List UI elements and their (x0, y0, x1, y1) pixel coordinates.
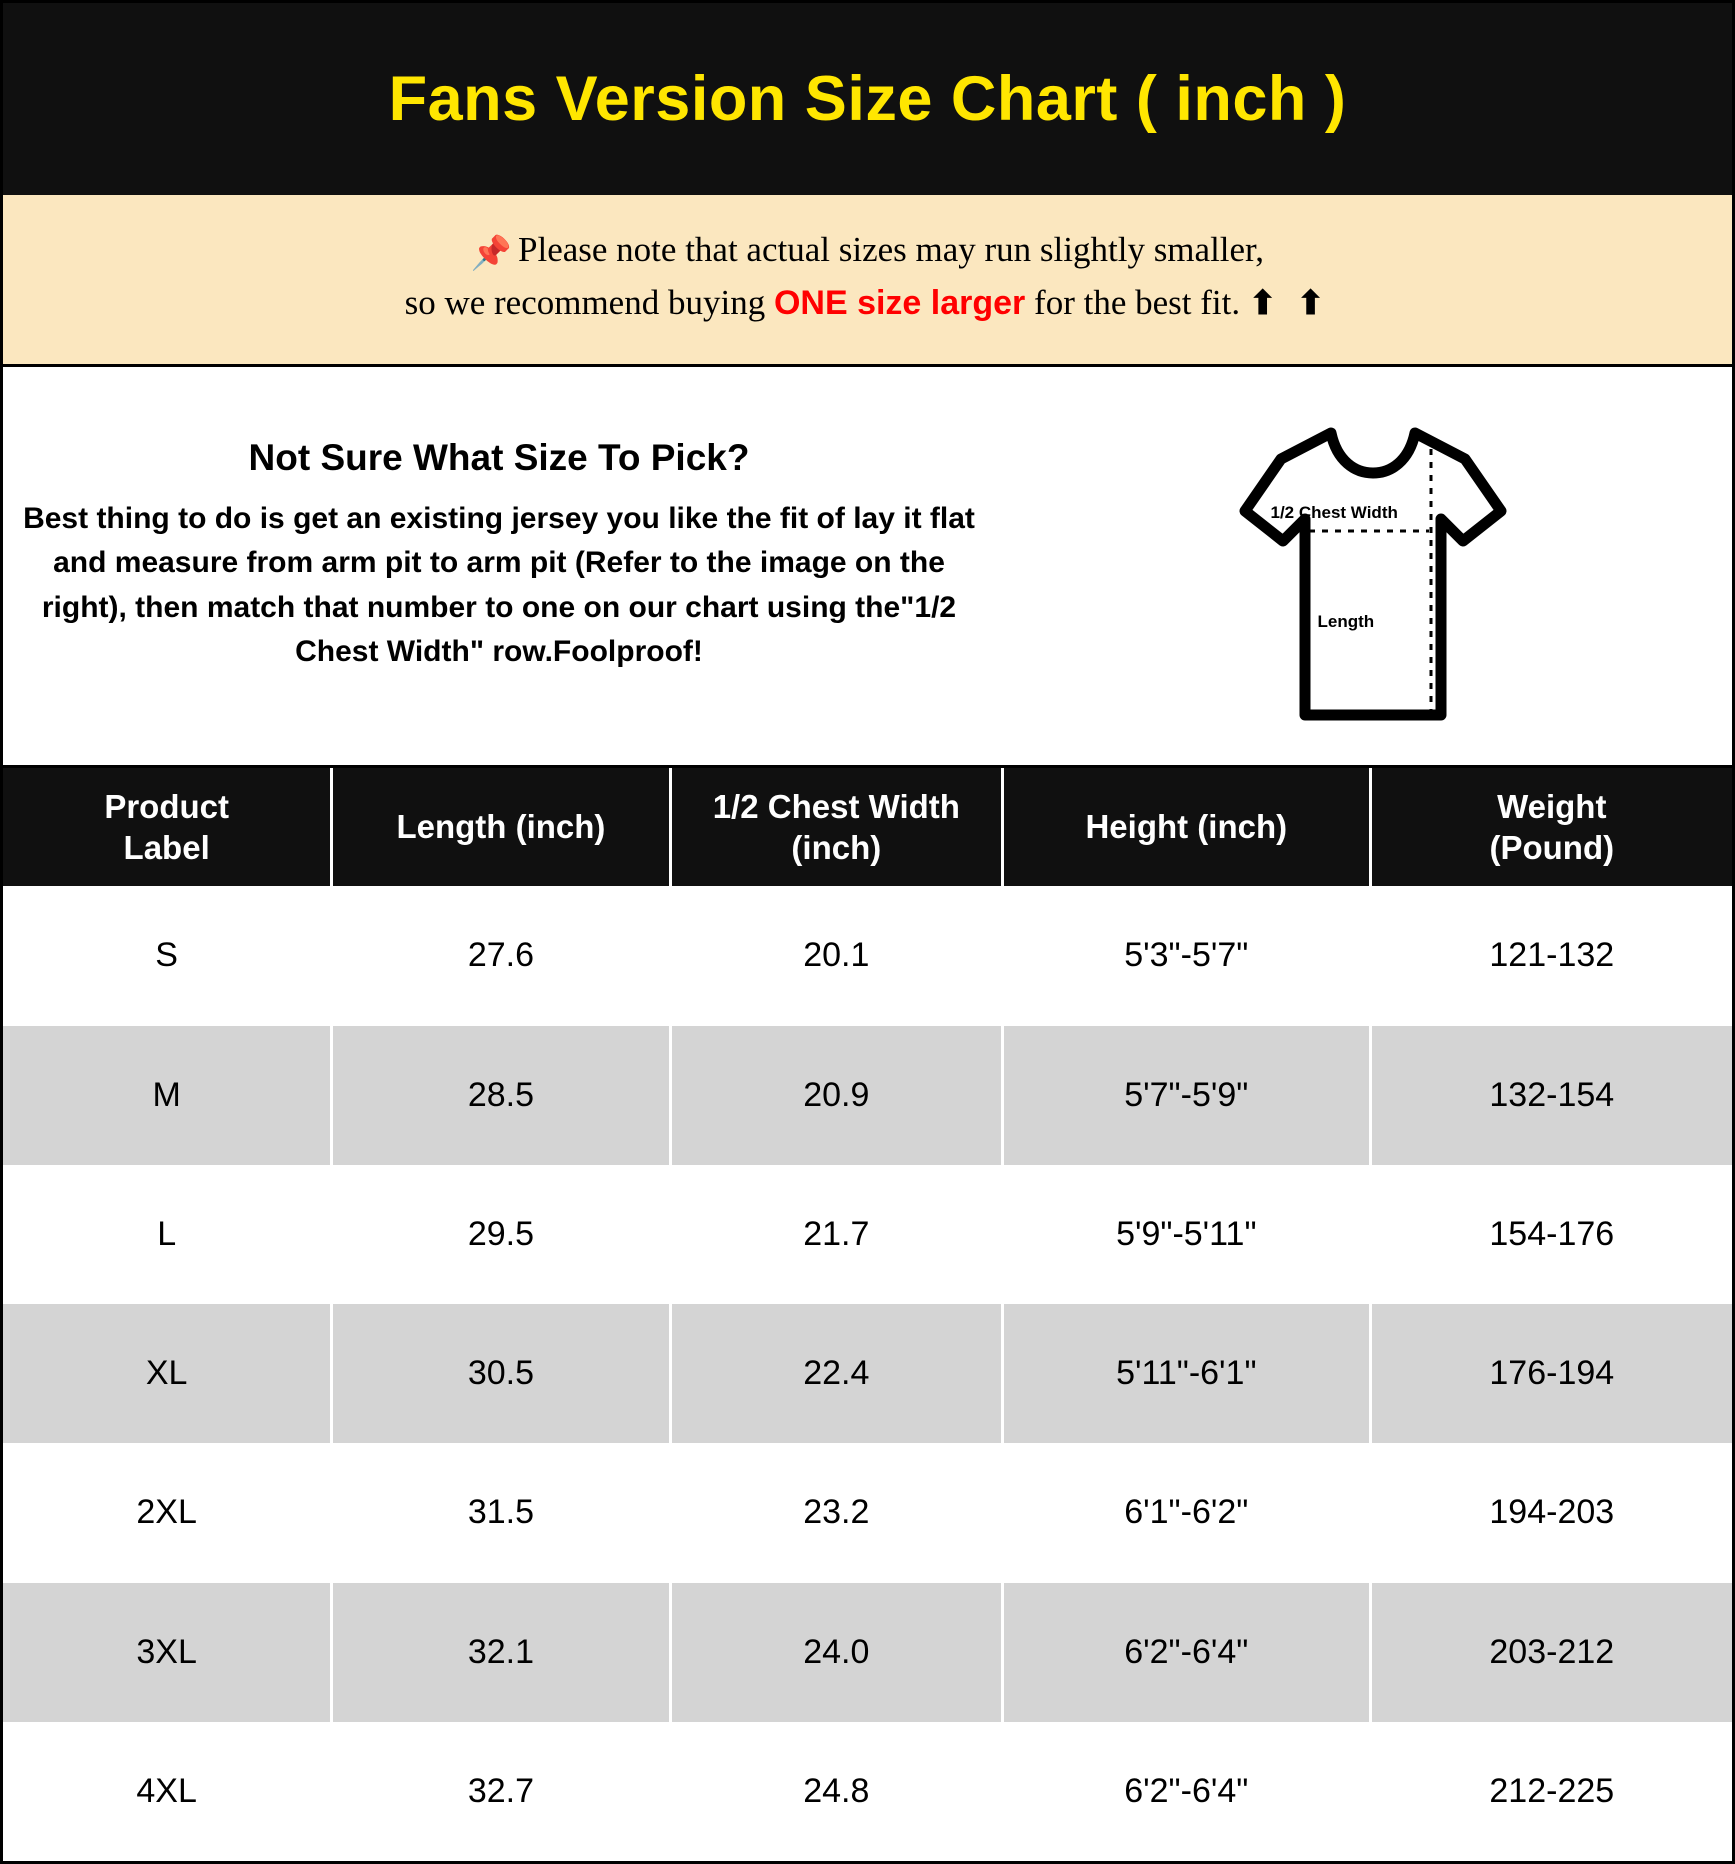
table-row (3, 1722, 1732, 1861)
cell-chest-width: 20.9 (670, 1026, 1002, 1165)
header-weight-line2: (Pound) (1489, 829, 1615, 867)
note-strip (3, 195, 1732, 367)
header-chest-width (670, 768, 1002, 887)
cell-height: 6'1"-6'2" (1003, 1443, 1371, 1582)
cell-height: 5'3"-5'7" (1003, 886, 1371, 1025)
cell-height: 5'7"-5'9" (1003, 1026, 1371, 1165)
cell-length: 30.5 (332, 1304, 670, 1443)
cell-weight: 154-176 (1370, 1165, 1732, 1304)
header-banner (3, 3, 1732, 195)
note-line-1-text: Please note that actual sizes may run slightly smaller, (518, 230, 1265, 269)
cell-product-label: L (3, 1165, 332, 1304)
cell-weight: 203-212 (1370, 1583, 1732, 1722)
header-product-label (3, 768, 332, 887)
table-row (3, 886, 1732, 1025)
cell-weight: 194-203 (1370, 1443, 1732, 1582)
header-product-label-line2: Label (123, 829, 210, 867)
info-heading: Not Sure What Size To Pick? (248, 436, 750, 478)
cell-length: 29.5 (332, 1165, 670, 1304)
table-row (3, 1583, 1732, 1722)
cell-chest-width: 20.1 (670, 886, 1002, 1025)
cell-length: 32.7 (332, 1722, 670, 1861)
note-highlight: ONE size larger (773, 284, 1026, 323)
arrow-up-icon: ⬆ ⬆ (1248, 286, 1331, 323)
note-line-2-after: for the best fit. (1025, 283, 1249, 323)
info-text-block (3, 401, 1013, 675)
note-line-2-before: so we recommend buying (404, 283, 774, 323)
table-header-row (3, 768, 1732, 887)
cell-chest-width: 22.4 (670, 1304, 1002, 1443)
cell-chest-width: 24.8 (670, 1722, 1002, 1861)
header-chest-width-line2: (inch) (791, 829, 882, 867)
size-table-head (3, 768, 1732, 887)
cell-length: 28.5 (332, 1026, 670, 1165)
cell-length: 32.1 (332, 1583, 670, 1722)
info-section (3, 367, 1732, 768)
header-length-line1: Length (inch) (396, 808, 606, 846)
header-chest-width-line1: 1/2 Chest Width (712, 787, 960, 825)
cell-height: 5'9"-5'11" (1003, 1165, 1371, 1304)
size-table (3, 768, 1732, 1861)
note-line-2 (23, 276, 1712, 330)
length-label: Length (1317, 611, 1375, 631)
cell-product-label: XL (3, 1304, 332, 1443)
tshirt-diagram-wrap (1223, 415, 1523, 735)
cell-weight: 132-154 (1370, 1026, 1732, 1165)
cell-product-label: S (3, 886, 332, 1025)
table-row (3, 1026, 1732, 1165)
header-height (1003, 768, 1371, 887)
table-row (3, 1165, 1732, 1304)
table-row (3, 1304, 1732, 1443)
cell-chest-width: 21.7 (670, 1165, 1002, 1304)
cell-weight: 176-194 (1370, 1304, 1732, 1443)
cell-product-label: 3XL (3, 1583, 332, 1722)
chest-width-label: 1/2 Chest Width (1270, 502, 1398, 522)
cell-product-label: 2XL (3, 1443, 332, 1582)
cell-chest-width: 23.2 (670, 1443, 1002, 1582)
cell-height: 6'2"-6'4" (1003, 1722, 1371, 1861)
header-length (332, 768, 670, 887)
header-product-label-line1: Product (104, 787, 229, 825)
tshirt-icon (1223, 415, 1523, 735)
header-weight-line1: Weight (1497, 787, 1607, 825)
page-title: Fans Version Size Chart ( inch ) (388, 64, 1347, 134)
size-table-body (3, 886, 1732, 1861)
cell-product-label: M (3, 1026, 332, 1165)
pushpin-icon: 📌 (470, 236, 513, 272)
cell-product-label: 4XL (3, 1722, 332, 1861)
header-weight (1370, 768, 1732, 887)
cell-length: 27.6 (332, 886, 670, 1025)
cell-height: 6'2"-6'4" (1003, 1583, 1371, 1722)
cell-weight: 121-132 (1370, 886, 1732, 1025)
cell-chest-width: 24.0 (670, 1583, 1002, 1722)
note-line-1 (23, 223, 1712, 276)
cell-weight: 212-225 (1370, 1722, 1732, 1861)
table-row (3, 1443, 1732, 1582)
cell-height: 5'11"-6'1" (1003, 1304, 1371, 1443)
info-body: Best thing to do is get an existing jersey you like the fit of lay it flat and measure from arm pit to arm pit (Refer to the image on the right), then match that number to one on our chart using the"1/2 Chest Width" row.Foolproof! (23, 501, 975, 669)
tshirt-diagram (1013, 401, 1732, 735)
cell-length: 31.5 (332, 1443, 670, 1582)
header-height-line1: Height (inch) (1085, 808, 1288, 846)
